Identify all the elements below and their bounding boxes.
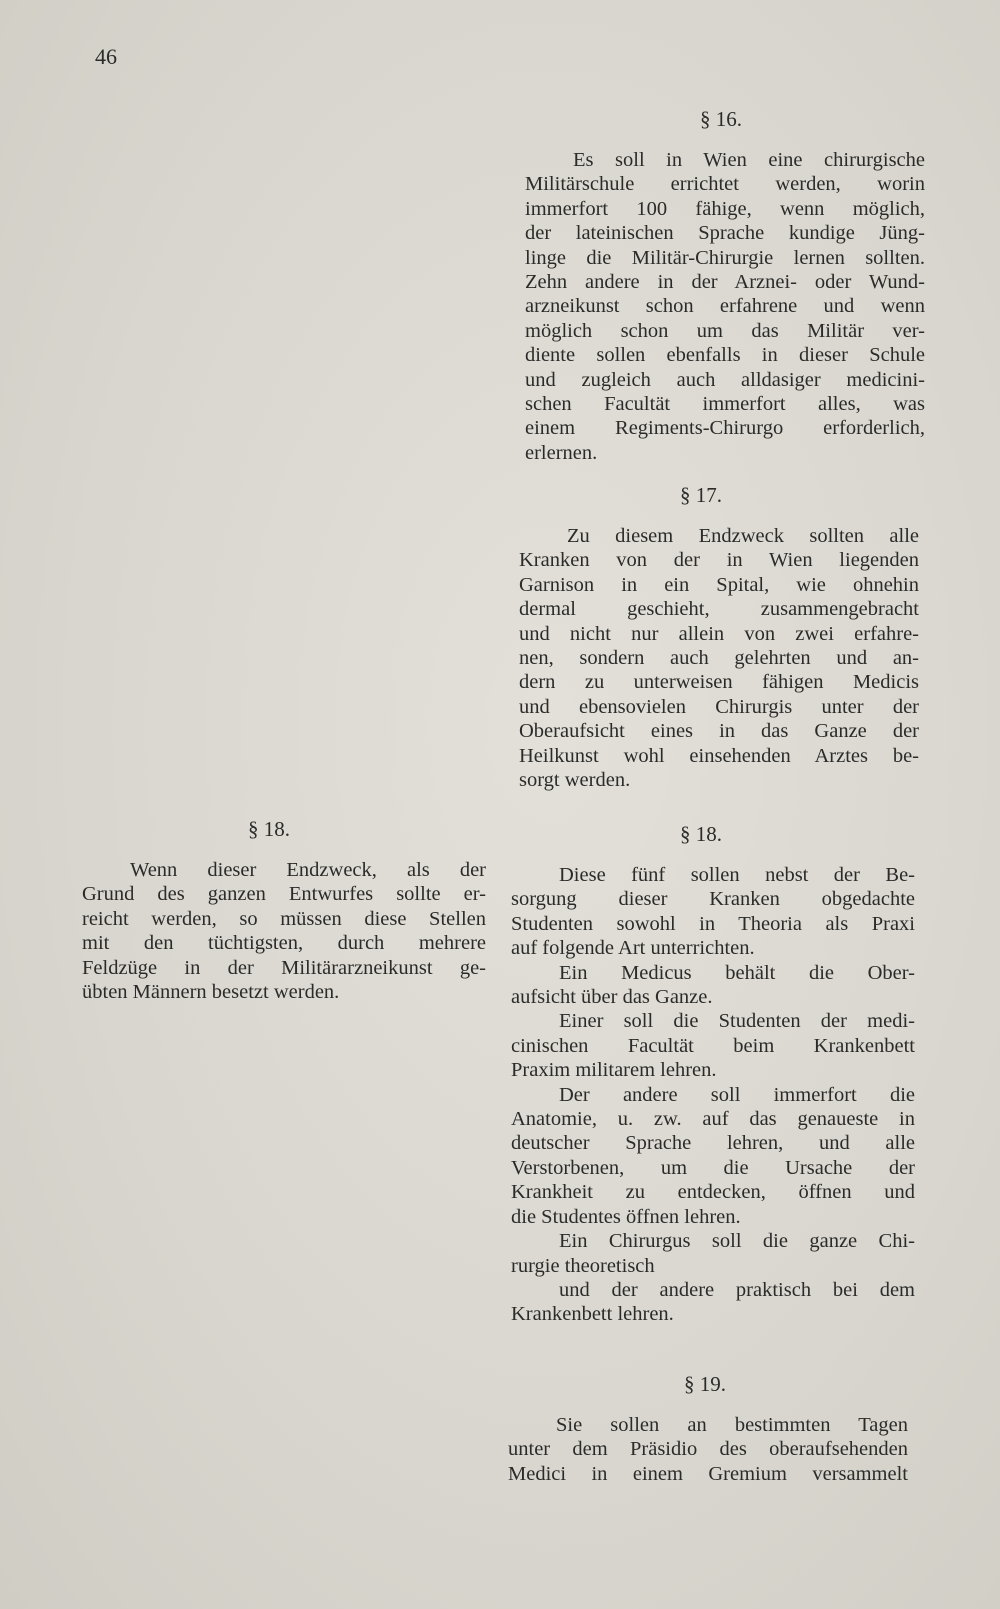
text-line: mit den tüchtigsten, durch mehrere (82, 932, 486, 955)
text-line: Es soll in Wien eine chirurgische (573, 149, 925, 171)
text-line: und ebensovielen Chirurgis unter der (519, 695, 919, 718)
text-line: Verstorbenen, um die Ursache der (511, 1156, 915, 1179)
text-line: Wenn dieser Endzweck, als der (130, 859, 486, 881)
section-heading-16: § 16. (700, 107, 742, 131)
text-line: einem Regiments-Chirurgo erforderlich, (525, 417, 925, 440)
text-line: Studenten sowohl in Theoria als Praxi (511, 912, 915, 935)
text-line: Militärschule errichtet werden, worin (525, 173, 925, 196)
text-line: übten Männern besetzt werden. (82, 981, 340, 1004)
section-heading-18-left: § 18. (248, 817, 290, 841)
text-line: Heilkunst wohl einsehenden Arztes be- (519, 744, 919, 767)
paragraph-16 (525, 148, 925, 465)
text-line: Feldzüge in der Militärarzneikunst ge- (82, 956, 486, 979)
text-line: Einer soll die Studenten der medi- (559, 1010, 915, 1033)
text-line: Anatomie, u. zw. auf das genaueste in (511, 1108, 915, 1131)
text-line: Medici in einem Gremium versammelt (508, 1462, 908, 1485)
text-line: deutscher Sprache lehren, und alle (511, 1132, 915, 1155)
text-line: Oberaufsicht eines in das Ganze der (519, 720, 919, 743)
text-line: auf folgende Art unterrichten. (511, 937, 755, 960)
text-line: schen Facultät immerfort alles, was (525, 393, 925, 416)
section-heading-17: § 17. (680, 483, 722, 507)
text-line: Praxim militarem lehren. (511, 1059, 717, 1082)
paragraph-left-18 (82, 858, 486, 1004)
text-line: Sie sollen an bestimmten Tagen (556, 1414, 908, 1436)
text-line: und der andere praktisch bei dem (559, 1278, 915, 1301)
text-line: Kranken von der in Wien liegenden (519, 549, 919, 572)
paragraph-17 (519, 524, 919, 792)
text-line: die Studentes öffnen lehren. (511, 1205, 741, 1228)
text-line: arzneikunst schon erfahrene und wenn (525, 295, 925, 318)
text-line: Grund des ganzen Entwurfes sollte er- (82, 883, 486, 906)
text-line: immerfort 100 fähige, wenn möglich, (525, 197, 925, 220)
text-line: möglich schon um das Militär ver- (525, 319, 925, 342)
text-line: diente sollen ebenfalls in dieser Schule (525, 344, 925, 367)
text-line: Krankenbett lehren. (511, 1303, 674, 1326)
text-line: Ein Chirurgus soll die ganze Chi- (559, 1230, 915, 1253)
text-line: und zugleich auch alldasiger medicini- (525, 368, 925, 391)
text-line: Ein Medicus behält die Ober- (559, 961, 915, 984)
text-line: cinischen Facultät beim Krankenbett (511, 1034, 915, 1057)
text-line: nen, sondern auch gelehrten und an- (519, 647, 919, 670)
section-heading-19: § 19. (684, 1372, 726, 1396)
section-heading-18-right: § 18. (680, 822, 722, 846)
text-line: Krankheit zu entdecken, öffnen und (511, 1181, 915, 1204)
text-line: rurgie theoretisch (511, 1254, 655, 1277)
text-line: Zehn andere in der Arznei- oder Wund- (525, 271, 925, 294)
text-line: sorgt werden. (519, 769, 631, 792)
text-line: erlernen. (525, 441, 598, 464)
text-line: dern zu unterweisen fähigen Medicis (519, 671, 919, 694)
text-line: sorgung dieser Kranken obgedachte (511, 888, 915, 911)
text-line: Garnison in ein Spital, wie ohnehin (519, 573, 919, 596)
text-line: und nicht nur allein von zwei erfahre- (519, 622, 919, 645)
text-line: der lateinischen Sprache kundige Jüng- (525, 222, 925, 245)
text-line: unter dem Präsidio des oberaufsehenden (508, 1438, 908, 1461)
text-line: linge die Militär-Chirurgie lernen sollten. (525, 246, 925, 269)
text-line: aufsicht über das Ganze. (511, 986, 713, 1009)
text-line: Zu diesem Endzweck sollten alle (567, 525, 919, 547)
paragraph-18-right (511, 863, 915, 1327)
text-line: reicht werden, so müssen diese Stellen (82, 907, 486, 930)
paragraph-19 (508, 1413, 908, 1486)
text-line: Der andere soll immerfort die (559, 1083, 915, 1106)
text-line: dermal geschieht, zusammengebracht (519, 598, 919, 621)
page-number: 46 (95, 44, 117, 69)
text-line: Diese fünf sollen nebst der Be- (559, 864, 915, 886)
